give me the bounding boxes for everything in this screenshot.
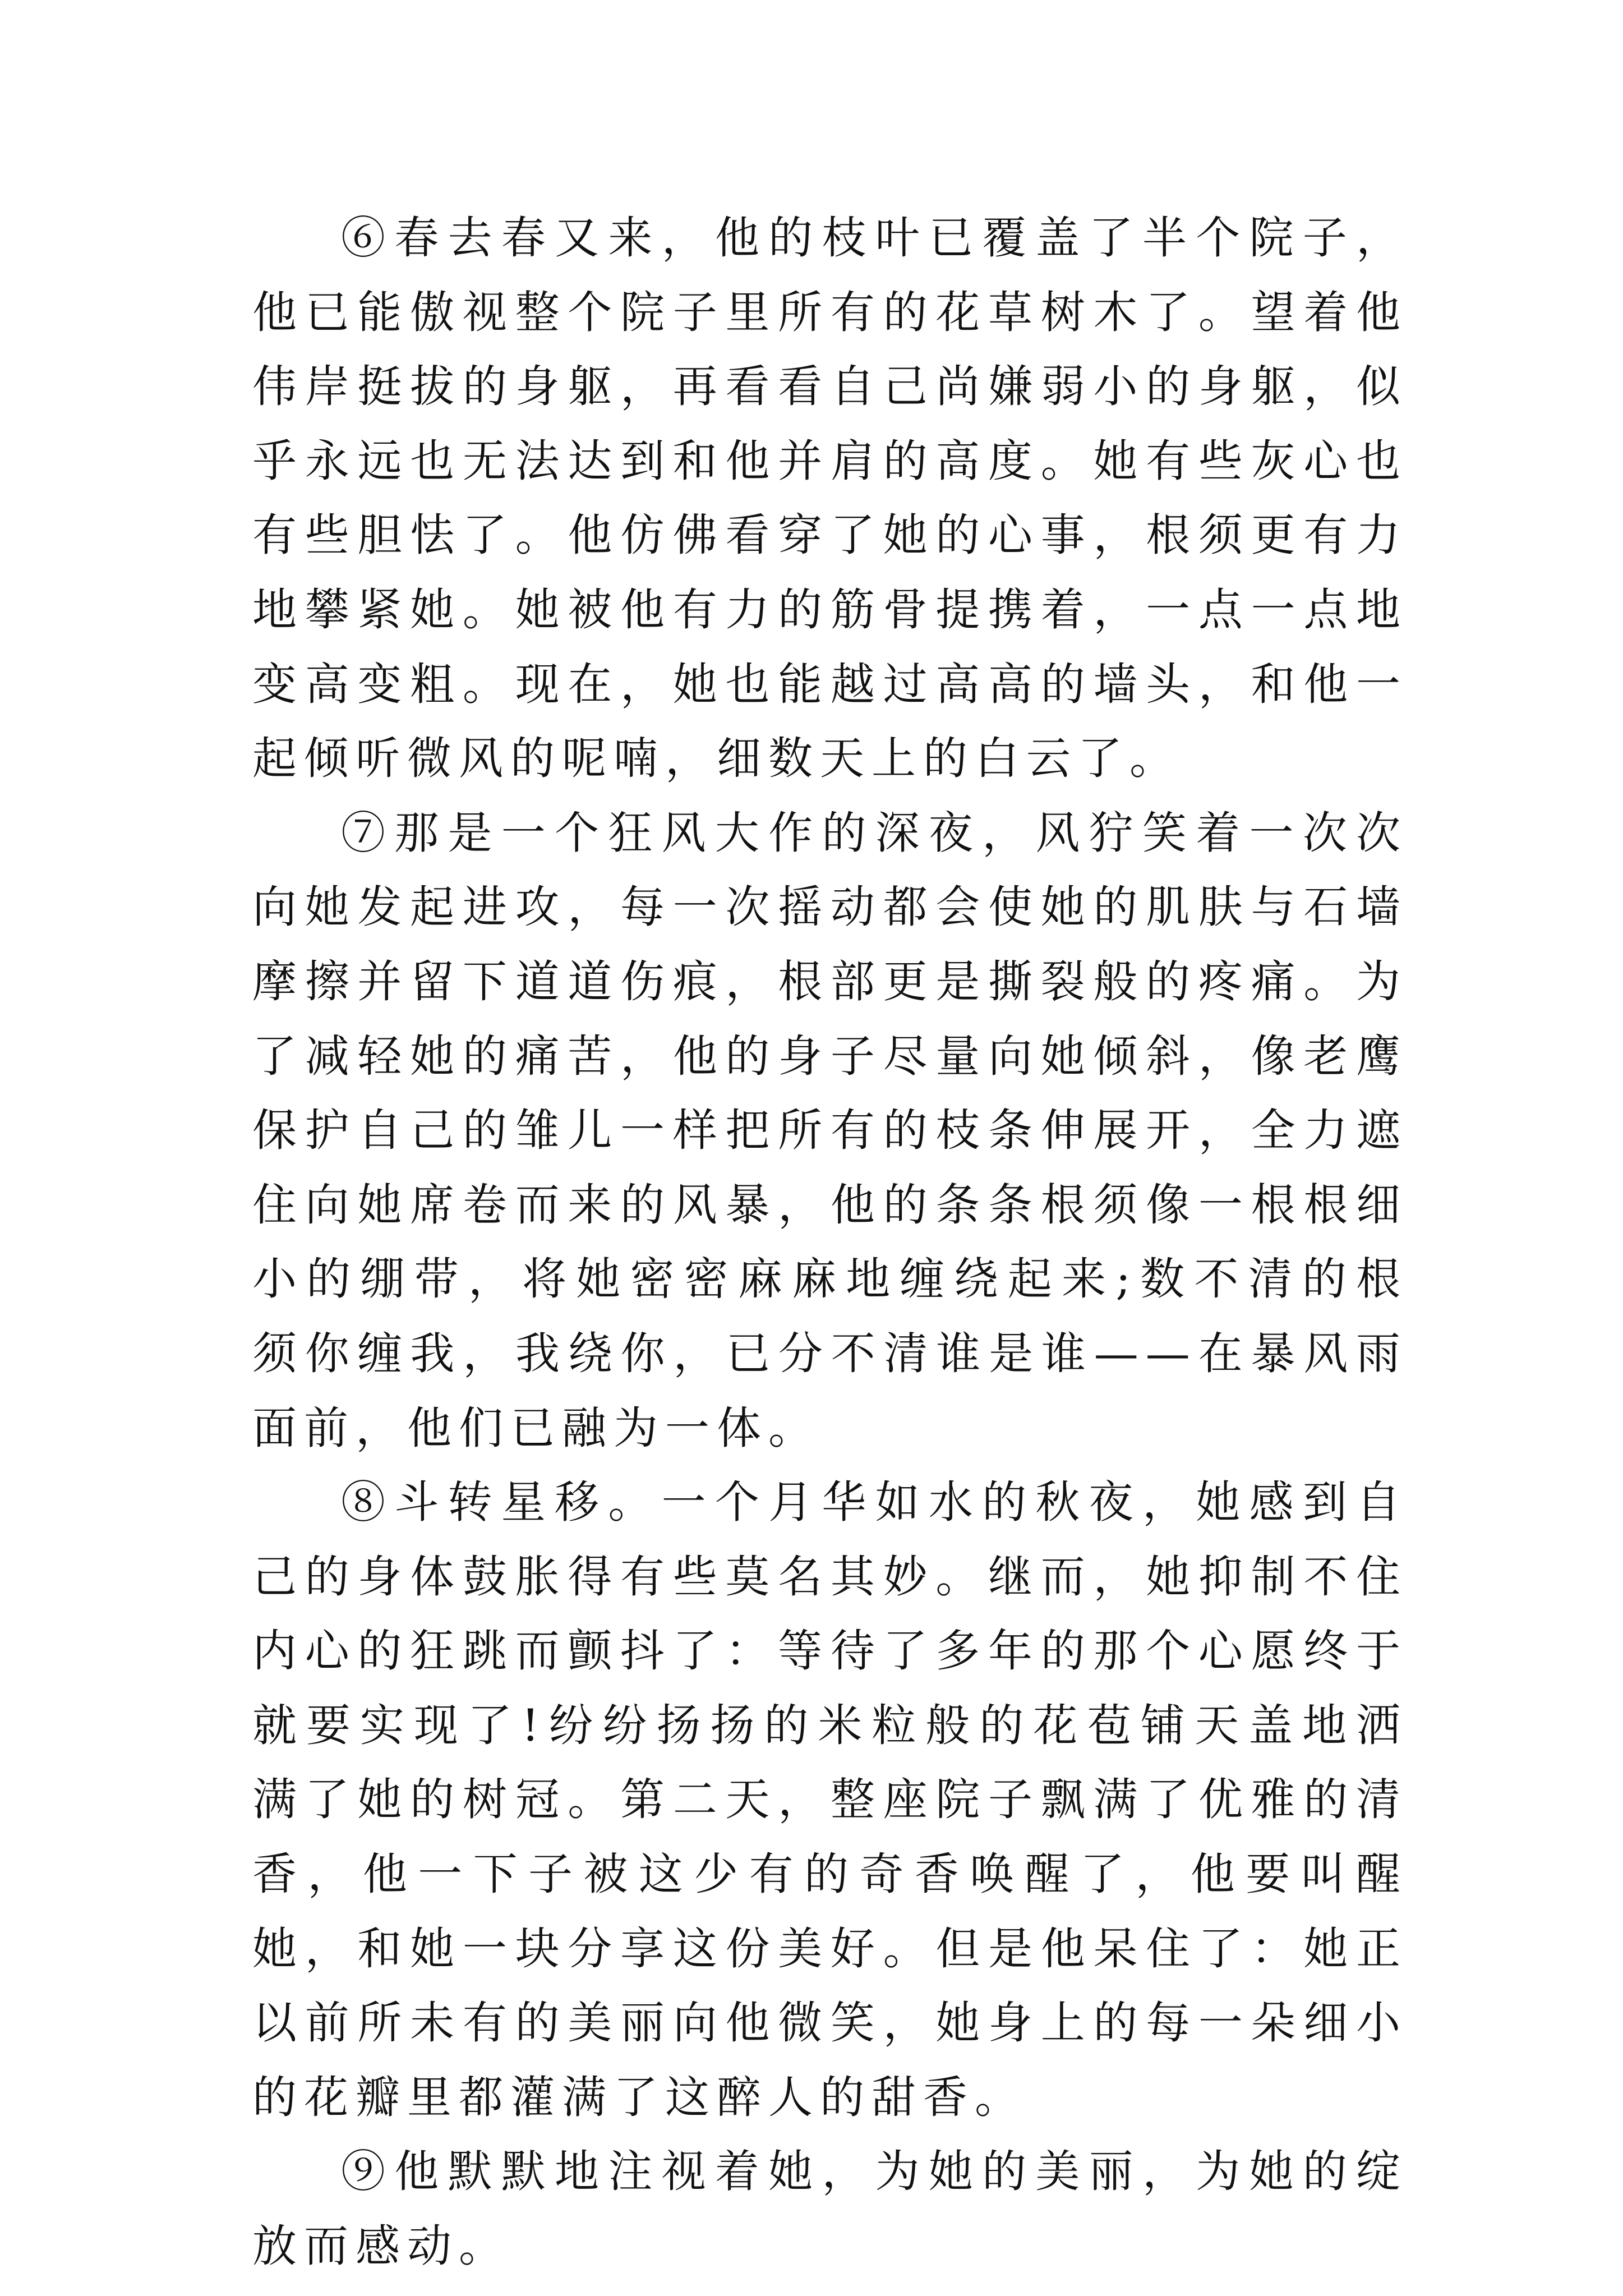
paragraph-7: ⑦那是一个狂风大作的深夜，风狞笑着一次次向她发起进攻，每一次摇动都会使她的肌肤与石墙摩擦并留下道道伤痕，根部更是撕裂般的疼痛。为了减轻她的痛苦，他的身子尽量向她倾斜，像老鹰保护自己的雏儿一样把所有的枝条伸展开，全力遮住向她席卷而来的风暴，他的条条根须像一根根细小的绷带，将她密密麻麻地缠绕起来;数不清的根须你缠我，我绕你，已分不清谁是谁——在暴风雨面前，他们已融为一体。 xyxy=(252,807,1408,1454)
paragraph-8: ⑧斗转星移。一个月华如水的秋夜，她感到自己的身体鼓胀得有些莫名其妙。继而，她抑制不住内心的狂跳而颤抖了：等待了多年的那个心愿终于就要实现了!纷纷扬扬的米粒般的花苞铺天盖地洒满了她的树冠。第二天，整座院子飘满了优雅的清香，他一下子被这少有的奇香唤醒了，他要叫醒她，和她一块分享这份美好。但是他呆住了：她正以前所未有的美丽向他微笑，她身上的每一朵细小的花瓣里都灌满了这醉人的甜香。 xyxy=(252,1476,1408,2123)
paragraph-9: ⑨他默默地注视着她，为她的美丽，为她的绽放而感动。 xyxy=(252,2146,1408,2272)
article-body xyxy=(252,201,1408,2284)
paragraph-6: ⑥春去春又来，他的枝叶已覆盖了半个院子，他已能傲视整个院子里所有的花草树木了。望着他伟岸挺拔的身躯，再看看自己尚嫌弱小的身躯，似乎永远也无法达到和他并肩的高度。她有些灰心也有些胆怯了。他仿佛看穿了她的心事，根须更有力地攀紧她。她被他有力的筋骨提携着，一点一点地变高变粗。现在，她也能越过高高的墙头，和他一起倾听微风的呢喃，细数天上的白云了。 xyxy=(252,212,1408,785)
